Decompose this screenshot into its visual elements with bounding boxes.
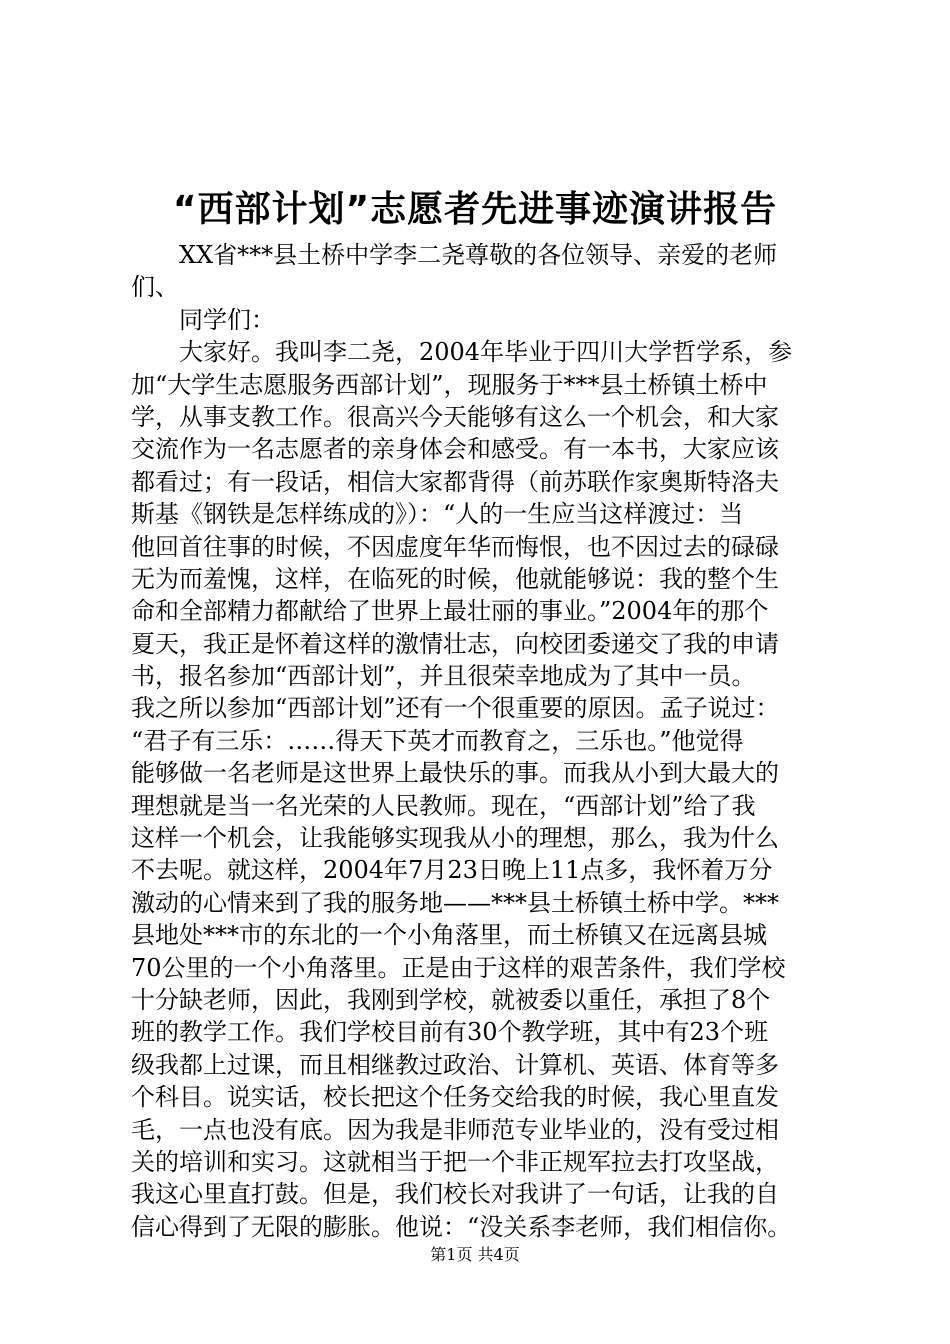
body-line: 他回首往事的时候，不因虚度年华而悔恨，也不因过去的碌碌 bbox=[131, 532, 779, 561]
document-body bbox=[131, 239, 851, 1243]
body-line: 交流作为一名志愿者的亲身体会和感受。有一本书，大家应该 bbox=[131, 435, 779, 464]
body-line: 毛，一点也没有底。因为我是非师范专业毕业的，没有受过相 bbox=[131, 1115, 779, 1144]
body-line: 个科目。说实话，校长把这个任务交给我的时候，我心里直发 bbox=[131, 1083, 779, 1112]
body-line: “君子有三乐：……得天下英才而教育之，三乐也。”他觉得 bbox=[131, 726, 744, 755]
body-line: 激动的心情来到了我的服务地——***县土桥镇土桥中学。*** bbox=[131, 888, 779, 917]
body-line: 无为而羞愧，这样，在临死的时候，他就能够说：我的整个生 bbox=[131, 564, 779, 593]
body-line: 级我都上过课，而且相继教过政治、计算机、英语、体育等多 bbox=[131, 1050, 779, 1079]
document-title: “西部计划”志愿者先进事迹演讲报告 bbox=[172, 189, 778, 230]
body-line: XX省***县土桥中学李二尧尊敬的各位领导、亲爱的老师 bbox=[179, 241, 778, 269]
body-line: 县地处***市的东北的一个小角落里，而土桥镇又在远离县城 bbox=[131, 921, 767, 950]
body-line: 能够做一名老师是这世界上最快乐的事。而我从小到大最大的 bbox=[131, 759, 779, 788]
body-line: 十分缺老师，因此，我刚到学校，就被委以重任，承担了8个 bbox=[131, 985, 771, 1014]
body-line: 理想就是当一名光荣的人民教师。现在，“西部计划”给了我 bbox=[131, 791, 756, 820]
body-line: 70公里的一个小角落里。正是由于这样的艰苦条件，我们学校 bbox=[131, 953, 786, 982]
body-line: 斯基《钢铁是怎样练成的》）：“人的一生应当这样渡过：当 bbox=[131, 500, 744, 529]
body-line: 大家好。我叫李二尧，2004年毕业于四川大学哲学系，参 bbox=[179, 338, 793, 367]
body-line: 关的培训和实习。这就相当于把一个非正规军拉去打攻坚战， bbox=[131, 1147, 779, 1176]
body-line: 命和全部精力都献给了世界上最壮丽的事业。”2004年的那个 bbox=[131, 597, 769, 626]
body-line: 我之所以参加“西部计划”还有一个很重要的原因。孟子说过： bbox=[131, 694, 780, 723]
body-line: 同学们： bbox=[179, 305, 275, 334]
body-line: 这样一个机会，让我能够实现我从小的理想，那么，我为什么 bbox=[131, 824, 779, 853]
body-line: 都看过；有一段话，相信大家都背得（前苏联作家奥斯特洛夫 bbox=[131, 467, 779, 496]
body-line: 加“大学生志愿服务西部计划”，现服务于***县土桥镇土桥中 bbox=[131, 370, 768, 399]
body-line: 我这心里直打鼓。但是，我们校长对我讲了一句话，让我的自 bbox=[131, 1180, 779, 1209]
body-line: 书，报名参加“西部计划”，并且很荣幸地成为了其中一员。 bbox=[131, 662, 756, 691]
body-line: 夏天，我正是怀着这样的激情壮志，向校团委递交了我的申请 bbox=[131, 629, 779, 658]
body-line: 们、 bbox=[131, 273, 179, 302]
body-line: 不去呢。就这样，2004年7月23日晚上11点多，我怀着万分 bbox=[131, 856, 773, 885]
page-number: 第1页 共4页 bbox=[430, 1245, 520, 1264]
body-line: 班的教学工作。我们学校目前有30个教学班，其中有23个班 bbox=[131, 1018, 769, 1047]
body-line: 信心得到了无限的膨胀。他说：“没关系李老师，我们相信你。 bbox=[131, 1212, 792, 1241]
body-line: 学，从事支教工作。很高兴今天能够有这么一个机会，和大家 bbox=[131, 402, 779, 431]
